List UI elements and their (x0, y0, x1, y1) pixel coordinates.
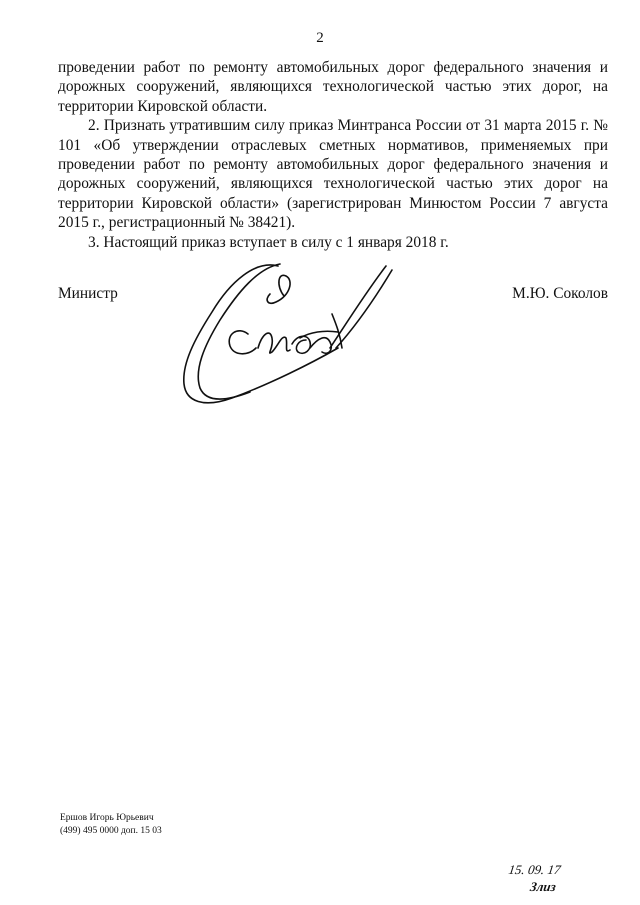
handwritten-date-icon (508, 860, 588, 896)
paragraph-continuation: проведении работ по ремонту автомобильных дорог федерального значения и дорожных сооружений, являющихся технологической частью этих дорог, на территории Кировской области. (58, 59, 608, 115)
executor-phone: (499) 495 0000 доп. 15 03 (60, 826, 162, 836)
page-number: 2 (316, 30, 324, 46)
svg-text:15. 09. 17: 15. 09. 17 (508, 862, 562, 877)
signatory-name: М.Ю. Соколов (512, 285, 608, 302)
position-title: Министр (58, 285, 118, 302)
executor-info (60, 812, 162, 838)
signature-icon (160, 252, 420, 417)
svg-text:Злиз: Злиз (529, 879, 557, 894)
executor-name: Ершов Игорь Юрьевич (60, 813, 154, 823)
paragraph-item-3: 3. Настоящий приказ вступает в силу с 1 января 2018 г. (88, 233, 449, 251)
paragraph-item-2: 2. Признать утратившим силу приказ Минтранса России от 31 марта 2015 г. № 101 «Об утверждении отраслевых сметных нормативов, применяемых при проведении работ по ремонту автомобильных дорог федерального значения и дорожных сооружений, являющихся технологической частью этих дорог на территории Кировской области» (зарегистрирован Минюстом России 7 августа 2015 г., регистрационный № 38421). (58, 117, 608, 232)
document-body (58, 58, 608, 252)
